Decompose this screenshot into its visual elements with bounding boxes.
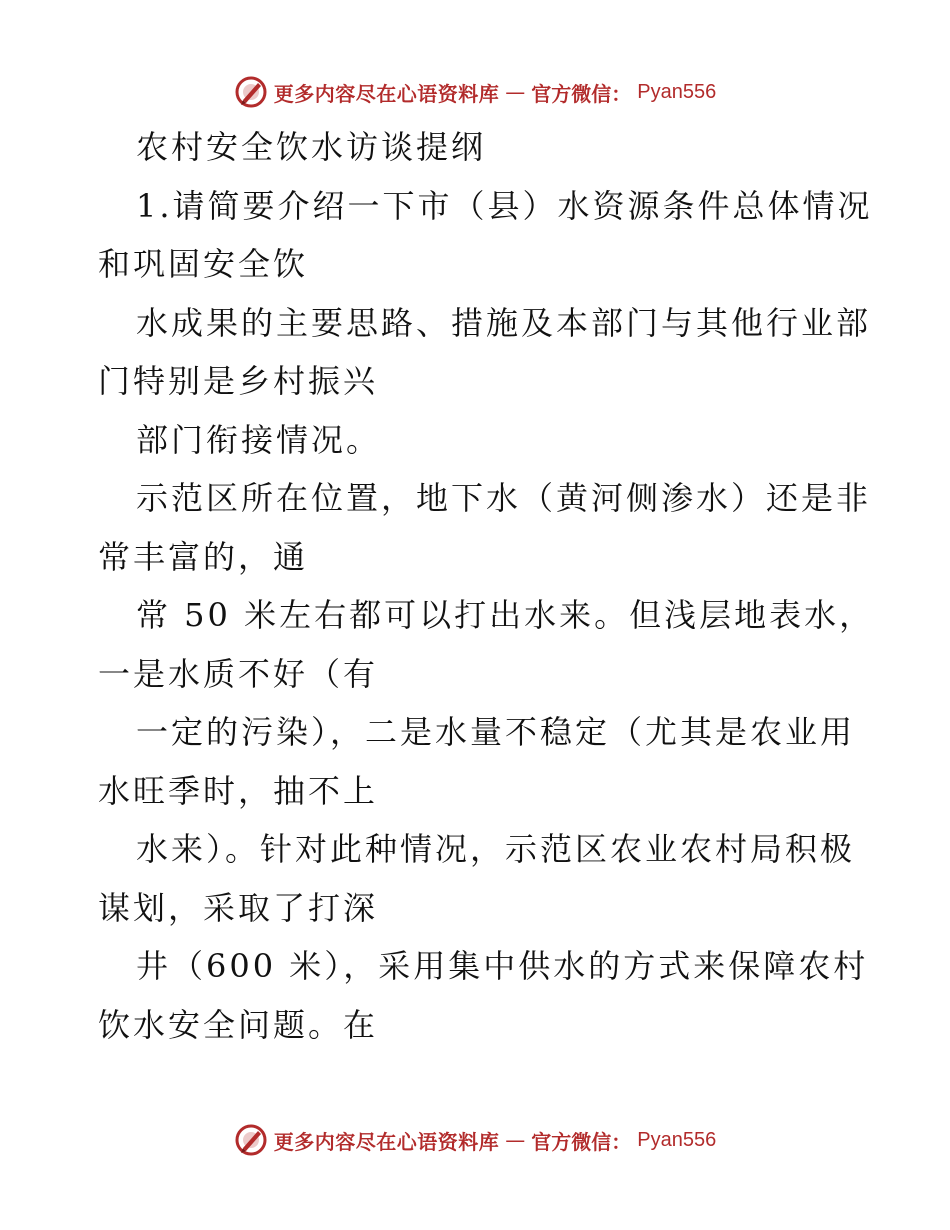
paragraph-line: 常 50 米左右都可以打出水来。但浅层地表水，	[136, 596, 875, 634]
header-wechat-label: 官方微信：	[531, 81, 632, 106]
document-body	[98, 118, 875, 1054]
paragraph-line: 1.请简要介绍一下市（县）水资源条件总体情况	[136, 186, 873, 225]
paragraph-line: 谋划，采取了打深	[98, 888, 379, 927]
paragraph-line: 饮水安全问题。在	[98, 1005, 379, 1044]
pen-logo-icon	[234, 75, 268, 109]
footer-wechat-label: 官方微信：	[531, 1129, 632, 1154]
paragraph-line: 常丰富的，通	[98, 537, 309, 576]
paragraph-line: 水来）。针对此种情况，示范区农业农村局积极	[136, 830, 856, 868]
paragraph-line: 水成果的主要思路、措施及本部门与其他行业部	[136, 303, 872, 342]
footer-separator: —	[505, 1128, 526, 1152]
document-title: 农村安全饮水访谈提纲	[136, 128, 487, 166]
header-banner	[0, 72, 950, 112]
header-separator: —	[505, 80, 526, 104]
paragraph-line: 示范区所在位置，地下水（黄河侧渗水）还是非	[136, 479, 872, 517]
footer-text: 更多内容尽在心语资料库	[273, 1129, 500, 1154]
paragraph-line: 门特别是乡村振兴	[98, 362, 379, 400]
paragraph-line: 井（600 米），采用集中供水的方式来保障农村	[136, 947, 869, 985]
paragraph-line: 部门衔接情况。	[136, 420, 382, 459]
paragraph-line: 水旺季时，抽不上	[98, 771, 379, 810]
header-wechat-id: Pyan556	[637, 80, 717, 103]
paragraph-line: 一是水质不好（有	[98, 654, 379, 693]
footer-wechat-id: Pyan556	[637, 1128, 717, 1151]
pen-logo-icon	[234, 1123, 268, 1157]
header-text: 更多内容尽在心语资料库	[273, 81, 500, 106]
paragraph-line: 和巩固安全饮	[98, 245, 309, 283]
footer-banner	[0, 1120, 950, 1160]
paragraph-line: 一定的污染），二是水量不稳定（尤其是农业用	[136, 713, 856, 751]
